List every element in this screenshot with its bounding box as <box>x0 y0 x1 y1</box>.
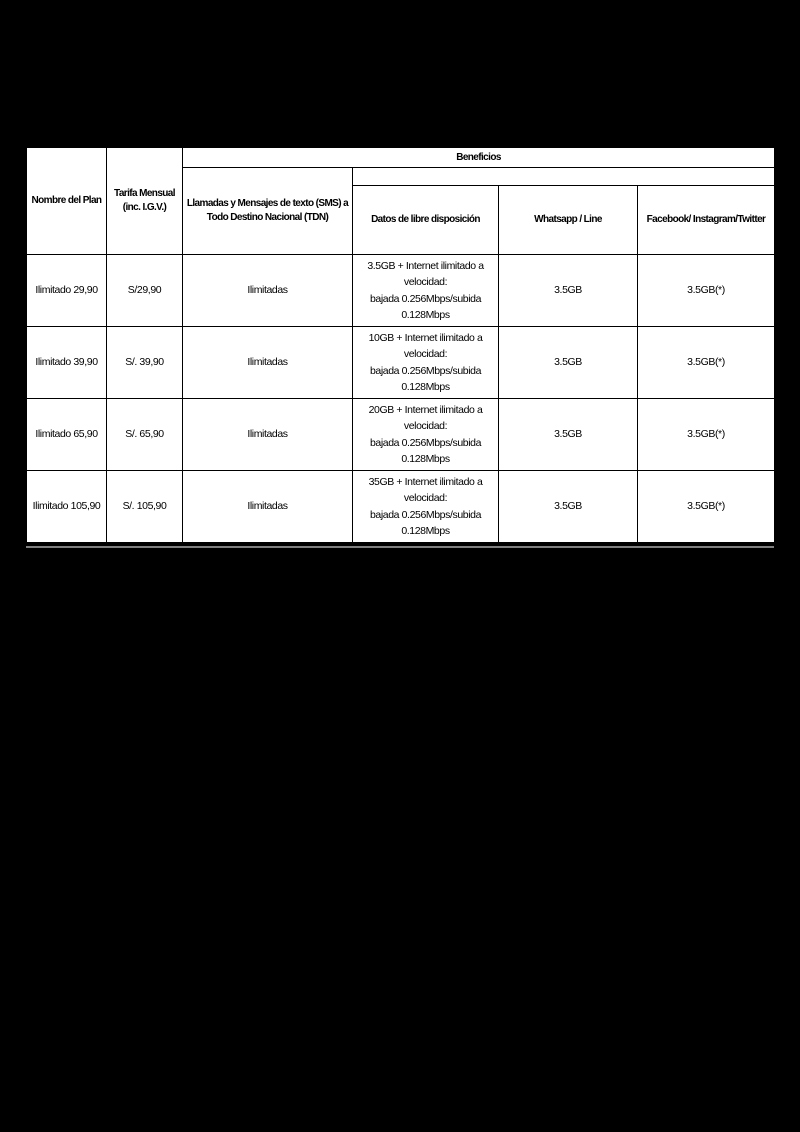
header-monthly-rate: Tarifa Mensual (inc. I.G.V.) <box>107 148 183 255</box>
rate-cell: S/29,90 <box>107 255 183 327</box>
data-line: bajada 0.256Mbps/subida <box>369 508 482 521</box>
rate-cell: S/. 105,90 <box>107 471 183 543</box>
header-empty-cell <box>353 168 775 186</box>
calls-cell: Ilimitadas <box>183 399 353 471</box>
data-line: 0.128Mbps <box>401 525 450 537</box>
table-row <box>27 471 775 543</box>
header-benefits: Beneficios <box>183 148 775 168</box>
data-line: 35GB + Internet ilimitado a <box>368 475 483 488</box>
plan-name-cell: Ilimitado 29,90 <box>27 255 107 327</box>
social-cell: 3.5GB(*) <box>638 471 775 543</box>
rate-cell: S/. 39,90 <box>107 327 183 399</box>
data-line: velocidad: <box>403 348 448 360</box>
data-line: velocidad: <box>403 276 448 288</box>
calls-cell: Ilimitadas <box>183 471 353 543</box>
whatsapp-cell: 3.5GB <box>499 399 638 471</box>
header-whatsapp-line: Whatsapp / Line <box>499 186 638 255</box>
plan-name-cell: Ilimitado 105,90 <box>27 471 107 543</box>
data-line: 20GB + Internet ilimitado a <box>368 403 483 416</box>
header-row <box>27 148 775 168</box>
table-bottom-edge <box>26 546 774 548</box>
header-calls-sms: Llamadas y Mensajes de texto (SMS) a Todo Destino Nacional (TDN) <box>183 168 353 255</box>
whatsapp-cell: 3.5GB <box>499 327 638 399</box>
data-line: bajada 0.256Mbps/subida <box>369 292 482 305</box>
calls-cell: Ilimitadas <box>183 255 353 327</box>
data-line: 0.128Mbps <box>401 309 450 321</box>
social-cell: 3.5GB(*) <box>638 255 775 327</box>
whatsapp-cell: 3.5GB <box>499 255 638 327</box>
plans-table <box>26 147 775 543</box>
data-line: velocidad: <box>403 420 448 432</box>
social-cell: 3.5GB(*) <box>638 327 775 399</box>
data-line: velocidad: <box>403 492 448 504</box>
header-social: Facebook/ Instagram/Twitter <box>638 186 775 255</box>
calls-cell: Ilimitadas <box>183 327 353 399</box>
header-free-data: Datos de libre disposición <box>353 186 499 255</box>
header-plan-name: Nombre del Plan <box>27 148 107 255</box>
plan-name-cell: Ilimitado 39,90 <box>27 327 107 399</box>
table-row <box>27 255 775 327</box>
data-cell <box>353 255 499 327</box>
data-line: bajada 0.256Mbps/subida <box>369 436 482 449</box>
whatsapp-cell: 3.5GB <box>499 471 638 543</box>
data-line: 0.128Mbps <box>401 381 450 393</box>
data-cell <box>353 399 499 471</box>
data-line: 3.5GB + Internet ilimitado a <box>367 259 484 272</box>
rate-cell: S/. 65,90 <box>107 399 183 471</box>
table-row <box>27 327 775 399</box>
social-cell: 3.5GB(*) <box>638 399 775 471</box>
data-line: 0.128Mbps <box>401 453 450 465</box>
data-cell <box>353 471 499 543</box>
table-row <box>27 399 775 471</box>
plan-name-cell: Ilimitado 65,90 <box>27 399 107 471</box>
data-line: bajada 0.256Mbps/subida <box>369 364 482 377</box>
data-cell <box>353 327 499 399</box>
data-line: 10GB + Internet ilimitado a <box>368 331 483 344</box>
